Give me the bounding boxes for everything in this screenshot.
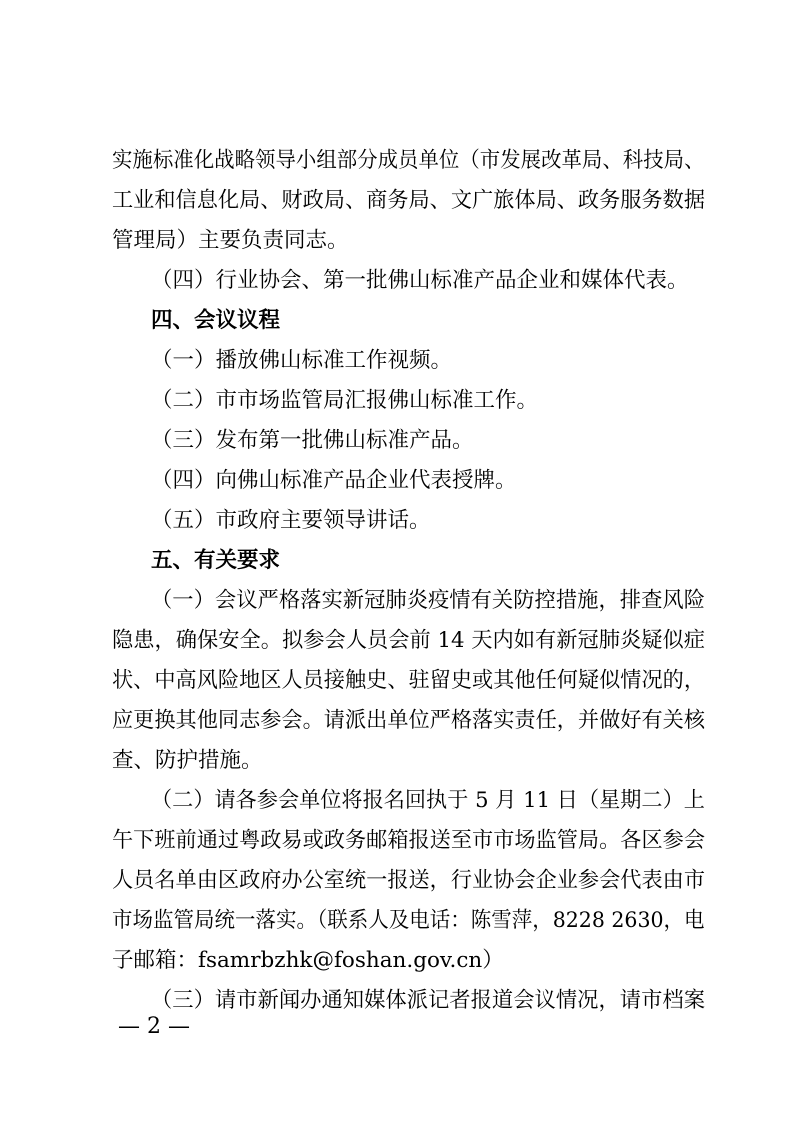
text-line: 管理局）主要负责同志。 (112, 228, 349, 253)
text-line: 工业和信息化局、财政局、商务局、文广旅体局、政务服务数据 (112, 188, 706, 213)
text-line: 应更换其他同志参会。请派出单位严格落实责任，并做好有关核 (112, 708, 706, 733)
text-line: 隐患，确保安全。拟参会人员会前 14 天内如有新冠肺炎疑似症 (112, 628, 706, 653)
text-line: （三）请市新闻办通知媒体派记者报道会议情况，请市档案 (151, 988, 706, 1013)
agenda-item: （三）发布第一批佛山标准产品。 (151, 428, 474, 453)
text-line: 午下班前通过粤政易或政务邮箱报送至市市场监管局。各区参会 (112, 828, 706, 853)
agenda-item: （五）市政府主要领导讲话。 (151, 508, 431, 533)
agenda-item: （一）播放佛山标准工作视频。 (151, 348, 453, 373)
text-line: 人员名单由区政府办公室统一报送，行业协会企业参会代表由市 (112, 868, 706, 893)
text-line: 子邮箱：fsamrbzhk@foshan.gov.cn） (112, 948, 504, 973)
section-heading: 五、有关要求 (151, 548, 281, 573)
text-line: 市场监管局统一落实。（联系人及电话：陈雪萍，8228 2630，电 (112, 908, 705, 933)
text-line: 状、中高风险地区人员接触史、驻留史或其他任何疑似情况的， (112, 668, 706, 693)
agenda-item: （二）市市场监管局汇报佛山标准工作。 (151, 388, 539, 413)
text-line: 实施标准化战略领导小组部分成员单位（市发展改革局、科技局、 (112, 148, 705, 173)
text-line: （二）请各参会单位将报名回执于 5 月 11 日（星期二）上 (151, 788, 705, 813)
agenda-item: （四）向佛山标准产品企业代表授牌。 (151, 468, 517, 493)
section-heading: 四、会议议程 (151, 308, 281, 333)
text-line: （四）行业协会、第一批佛山标准产品企业和媒体代表。 (151, 268, 689, 293)
text-line: 查、防护措施。 (112, 748, 263, 773)
text-line: （一）会议严格落实新冠肺炎疫情有关防控措施，排查风险 (151, 588, 706, 613)
page-number: — 2 — (118, 1014, 190, 1039)
